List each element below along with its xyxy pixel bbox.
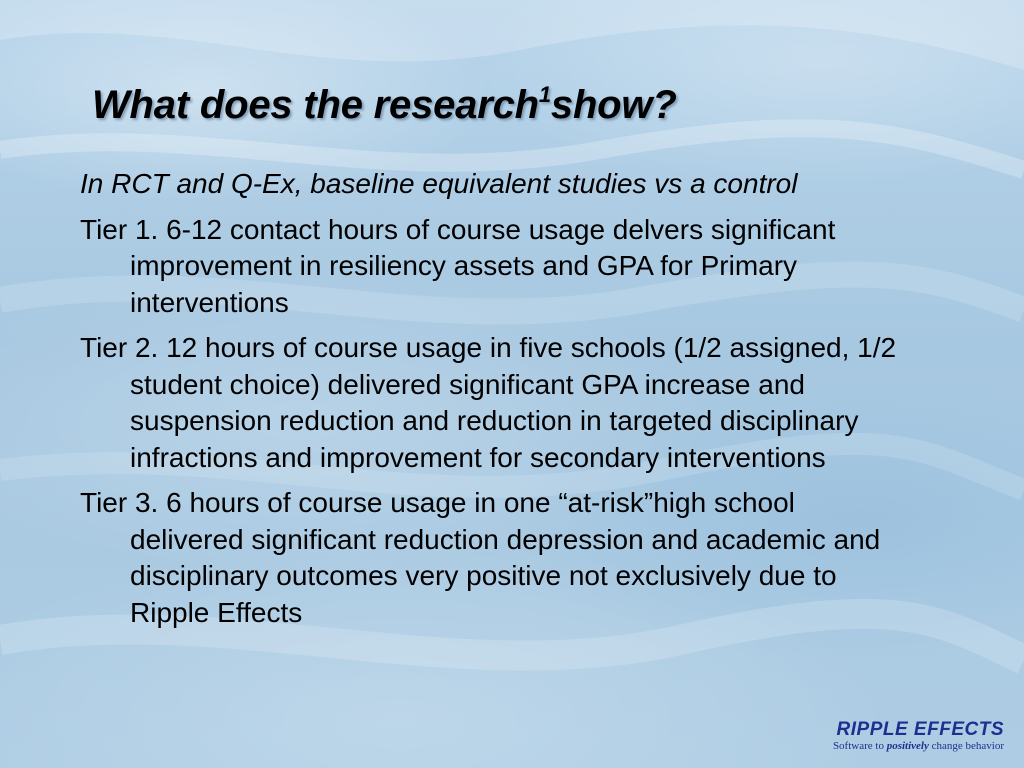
logo-tagline-after: change behavior (928, 740, 1004, 752)
paragraph-tier-2: Tier 2. 12 hours of course usage in five schools (1/2 assigned, 1/2 student choice) delivered significant GPA increase and suspension reduction and reduction in targeted disciplinary infractions and improvement for secondary interventions (80, 332, 897, 473)
slide-title (92, 82, 677, 128)
logo-name: RIPPLE EFFECTS (836, 719, 1004, 740)
title-superscript: 1 (538, 82, 551, 107)
paragraph-tier-3: Tier 3. 6 hours of course usage in one “at-risk”high school delivered significant reduction depression and academic and disciplinary outcomes very positive not exclusively due to Ripple Effects (80, 487, 881, 628)
ripple-effects-logo (833, 720, 1004, 752)
paragraph-tier-1: Tier 1. 6-12 contact hours of course usage delvers significant improvement in resiliency assets and GPA for Primary interventions (80, 213, 836, 318)
logo-tagline-before: Software to (832, 740, 887, 752)
slide-body (80, 166, 900, 640)
title-text: What does the research (92, 83, 539, 127)
title-suffix: show? (550, 83, 677, 127)
logo-tagline (833, 740, 1004, 752)
paragraph-intro: In RCT and Q-Ex, baseline equivalent studies vs a control (80, 168, 798, 199)
logo-tagline-emphasis: positively (886, 740, 929, 752)
